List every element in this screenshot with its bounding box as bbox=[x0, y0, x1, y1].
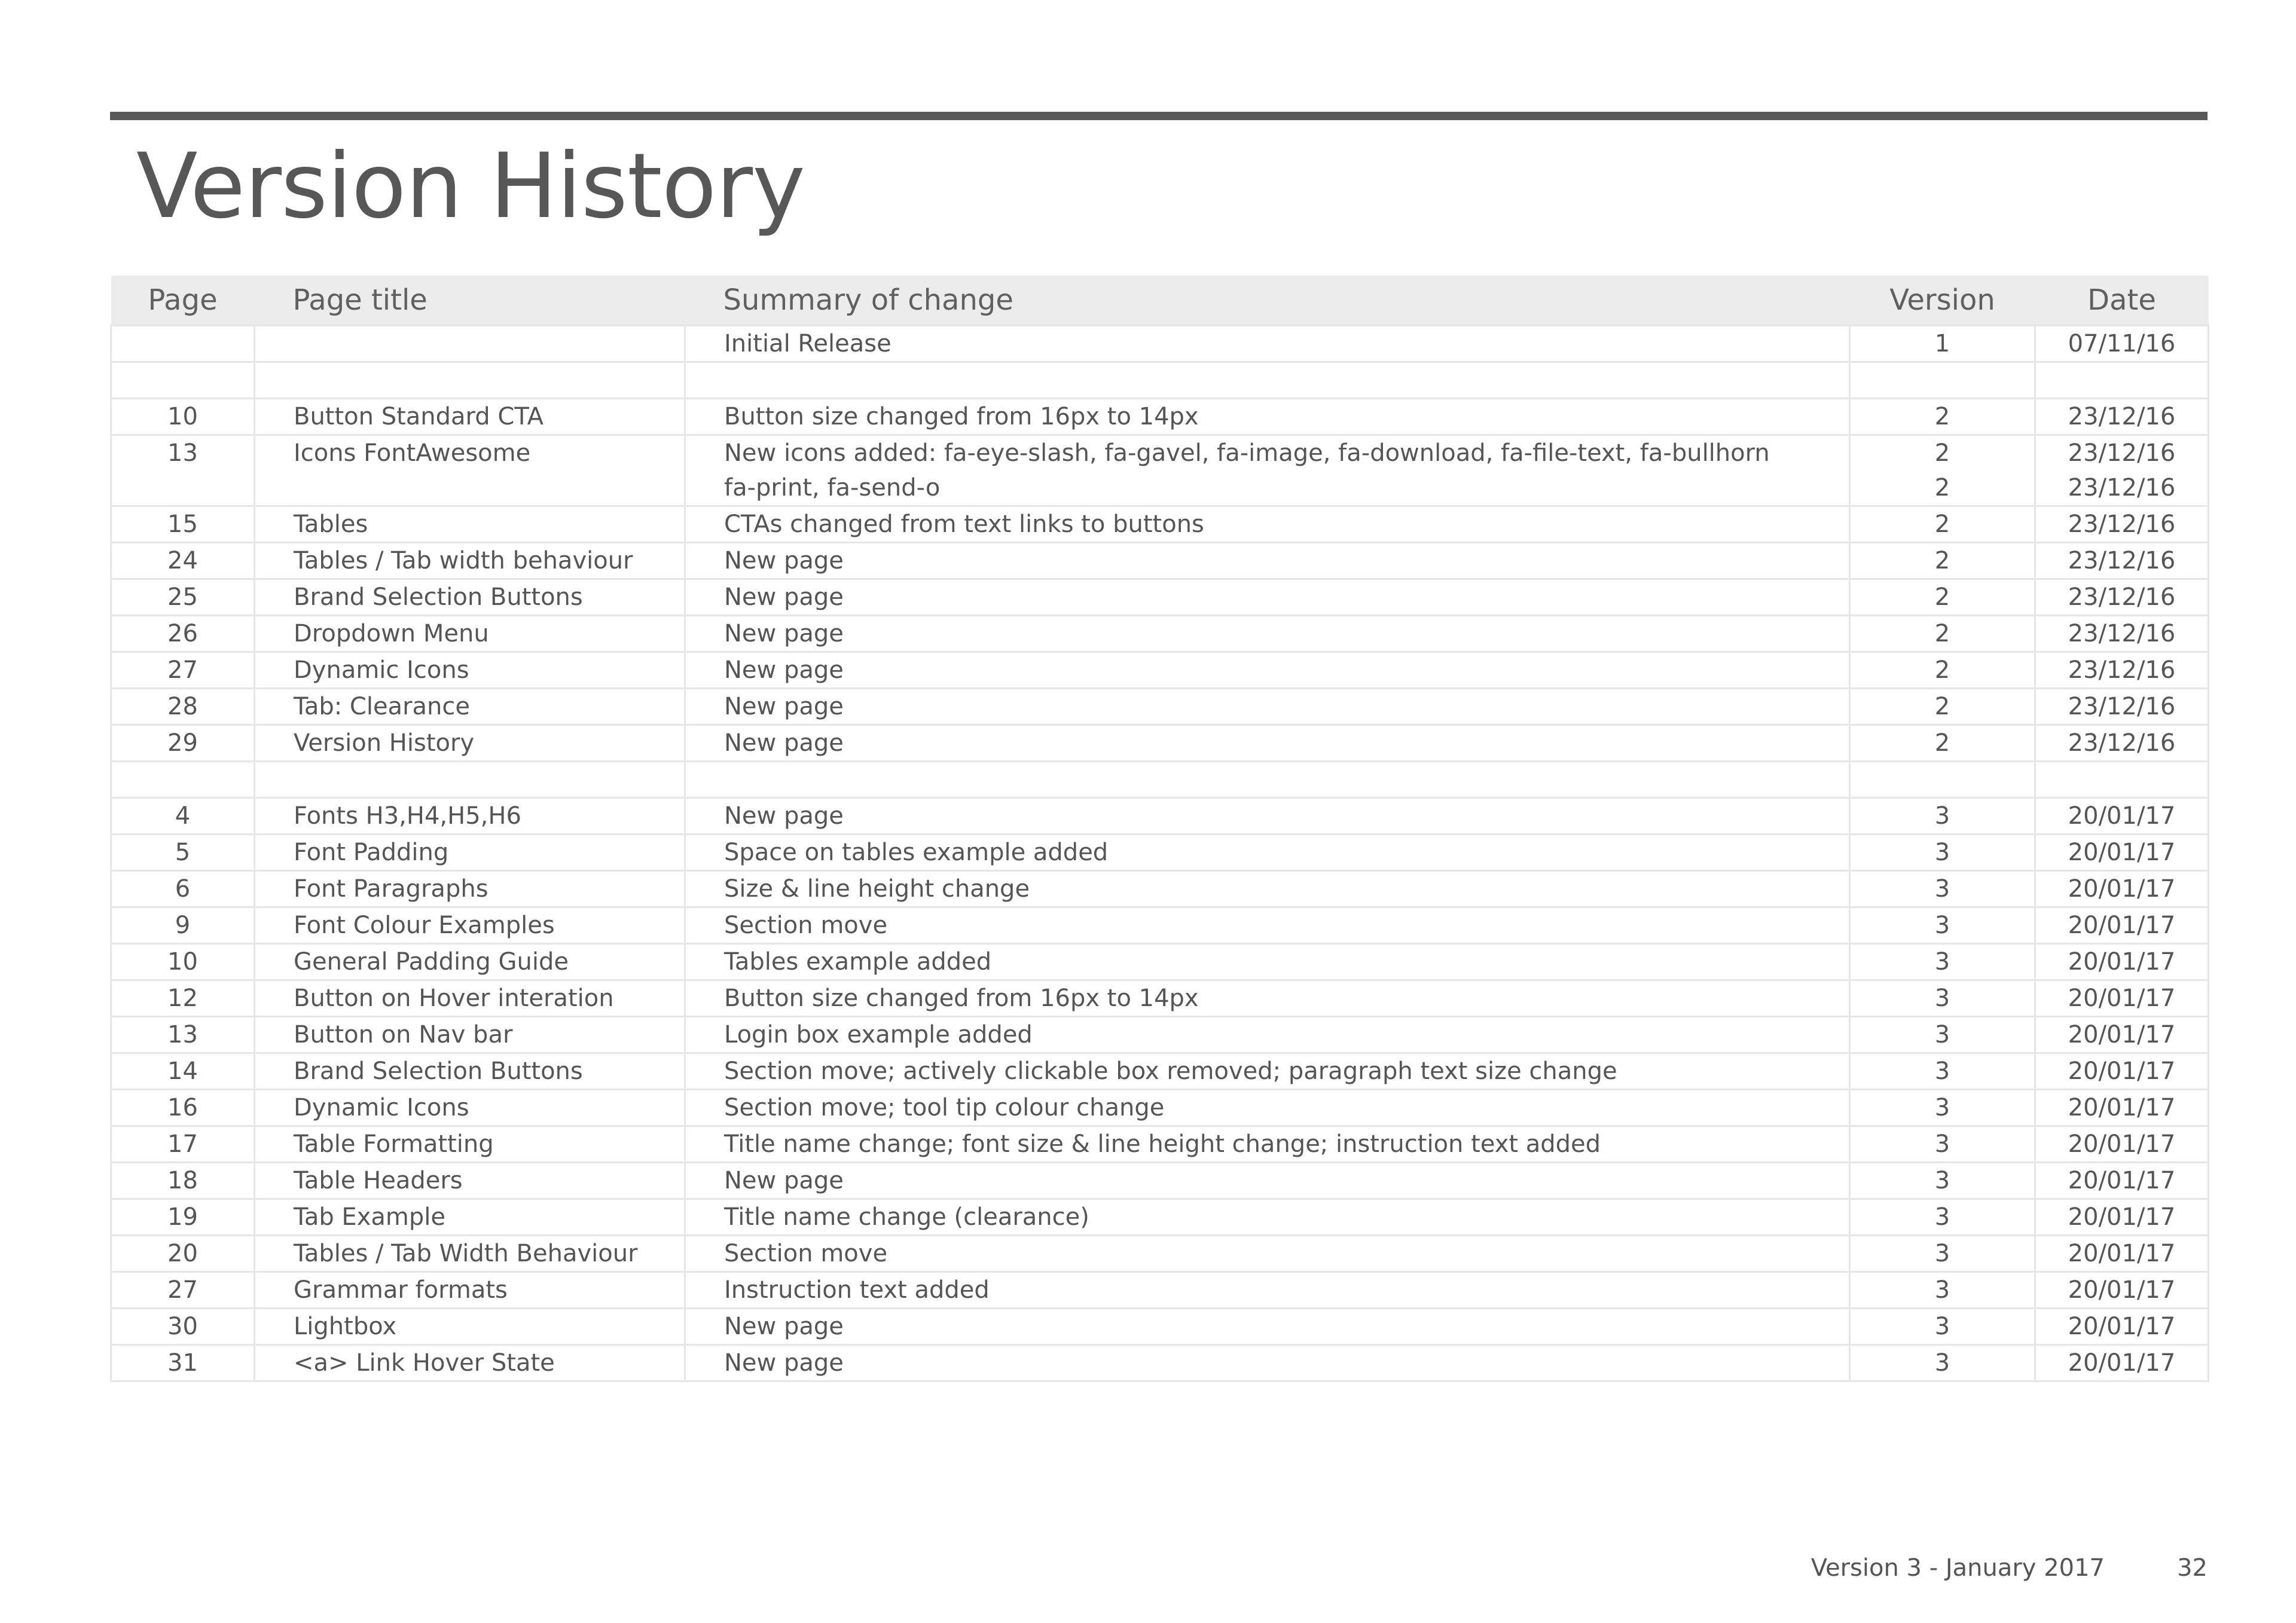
cell-version bbox=[1850, 616, 2035, 652]
cell-date bbox=[2035, 543, 2209, 579]
cell-summary-line: New page bbox=[724, 620, 844, 647]
table-row bbox=[111, 435, 2209, 506]
cell-summary-line: Button size changed from 16px to 14px bbox=[724, 403, 1199, 430]
cell-summary-line: CTAs changed from text links to buttons bbox=[724, 511, 1204, 538]
cell-version bbox=[1850, 689, 2035, 725]
cell-page-title: Tables bbox=[255, 506, 685, 543]
cell-version bbox=[1850, 1345, 2035, 1381]
table-body bbox=[111, 326, 2209, 1381]
cell-version-line: 3 bbox=[1934, 1167, 1950, 1194]
header-date: Date bbox=[2035, 276, 2209, 326]
cell-summary bbox=[685, 543, 1850, 579]
table-row bbox=[111, 1163, 2209, 1199]
cell-page-title: General Padding Guide bbox=[255, 944, 685, 980]
cell-page-title: Tab: Clearance bbox=[255, 689, 685, 725]
cell-summary-line: Section move bbox=[724, 1240, 888, 1267]
cell-summary bbox=[685, 725, 1850, 762]
cell-version-line: 3 bbox=[1934, 1203, 1950, 1231]
cell-version bbox=[1850, 1053, 2035, 1090]
cell-page: 27 bbox=[111, 1272, 255, 1309]
top-rule bbox=[110, 112, 2208, 120]
cell-summary-line: New page bbox=[724, 656, 844, 684]
cell-version bbox=[1850, 1126, 2035, 1163]
cell-page-title bbox=[255, 362, 685, 399]
cell-date bbox=[2035, 835, 2209, 871]
cell-version-line: 3 bbox=[1934, 802, 1950, 830]
cell-summary-line: New icons added: fa-eye-slash, fa-gavel, fa-image, fa-download, fa-file-text, fa-bullhorn bbox=[724, 439, 1770, 467]
cell-summary bbox=[685, 1017, 1850, 1053]
cell-date-line: 23/12/16 bbox=[2068, 403, 2176, 430]
cell-summary bbox=[685, 362, 1850, 399]
cell-date-line: 23/12/16 bbox=[2068, 583, 2176, 611]
cell-version-line: 2 bbox=[1934, 620, 1950, 647]
cell-page: 20 bbox=[111, 1236, 255, 1272]
cell-page: 28 bbox=[111, 689, 255, 725]
cell-date-line: 07/11/16 bbox=[2068, 330, 2176, 357]
header-page-title: Page title bbox=[255, 276, 685, 326]
cell-page-title: Brand Selection Buttons bbox=[255, 579, 685, 616]
cell-date bbox=[2035, 944, 2209, 980]
cell-summary-line: Section move; tool tip colour change bbox=[724, 1094, 1165, 1121]
cell-summary bbox=[685, 689, 1850, 725]
cell-page: 13 bbox=[111, 1017, 255, 1053]
cell-summary-line: Size & line height change bbox=[724, 875, 1030, 903]
cell-page-title: Button on Nav bar bbox=[255, 1017, 685, 1053]
cell-date bbox=[2035, 798, 2209, 835]
cell-version bbox=[1850, 652, 2035, 689]
cell-version-line: 3 bbox=[1934, 1057, 1950, 1085]
cell-page-title: Font Padding bbox=[255, 835, 685, 871]
cell-page-title: Button Standard CTA bbox=[255, 399, 685, 435]
cell-summary bbox=[685, 944, 1850, 980]
header-summary: Summary of change bbox=[685, 276, 1850, 326]
cell-version bbox=[1850, 944, 2035, 980]
cell-summary-line: New page bbox=[724, 583, 844, 611]
cell-version-line: 3 bbox=[1934, 1094, 1950, 1121]
cell-summary-line: Title name change; font size & line height change; instruction text added bbox=[724, 1130, 1601, 1158]
cell-version bbox=[1850, 435, 2035, 506]
cell-date bbox=[2035, 1236, 2209, 1272]
cell-version bbox=[1850, 907, 2035, 944]
table-row bbox=[111, 798, 2209, 835]
header-version: Version bbox=[1850, 276, 2035, 326]
cell-page-title: Table Formatting bbox=[255, 1126, 685, 1163]
cell-version-line: 2 bbox=[1934, 583, 1950, 611]
cell-summary bbox=[685, 579, 1850, 616]
table-row bbox=[111, 1309, 2209, 1345]
cell-page: 30 bbox=[111, 1309, 255, 1345]
cell-version bbox=[1850, 1199, 2035, 1236]
cell-page: 25 bbox=[111, 579, 255, 616]
cell-date bbox=[2035, 1126, 2209, 1163]
cell-summary-line: Instruction text added bbox=[724, 1276, 990, 1304]
table-row bbox=[111, 326, 2209, 362]
cell-date bbox=[2035, 907, 2209, 944]
cell-page-title: Font Paragraphs bbox=[255, 871, 685, 907]
cell-version-line bbox=[1851, 363, 2034, 398]
version-history-table bbox=[110, 276, 2209, 1382]
cell-date bbox=[2035, 1345, 2209, 1381]
table-row bbox=[111, 1236, 2209, 1272]
cell-page-title: Brand Selection Buttons bbox=[255, 1053, 685, 1090]
cell-date bbox=[2035, 1053, 2209, 1090]
cell-date-line: 20/01/17 bbox=[2068, 1349, 2176, 1377]
cell-page: 24 bbox=[111, 543, 255, 579]
cell-date-line: 20/01/17 bbox=[2068, 912, 2176, 939]
cell-version-line: 3 bbox=[1934, 839, 1950, 866]
table-row bbox=[111, 1017, 2209, 1053]
cell-page-title: Icons FontAwesome bbox=[255, 435, 685, 506]
cell-summary bbox=[685, 1199, 1850, 1236]
cell-version bbox=[1850, 579, 2035, 616]
cell-date bbox=[2035, 1090, 2209, 1126]
cell-date-line: 20/01/17 bbox=[2068, 839, 2176, 866]
cell-page-title: Table Headers bbox=[255, 1163, 685, 1199]
cell-page: 6 bbox=[111, 871, 255, 907]
cell-date bbox=[2035, 1309, 2209, 1345]
cell-summary bbox=[685, 871, 1850, 907]
footer-version: Version 3 - January 2017 bbox=[1810, 1554, 2105, 1582]
cell-version-line: 1 bbox=[1934, 330, 1950, 357]
cell-date bbox=[2035, 1199, 2209, 1236]
cell-summary-line: Tables example added bbox=[724, 948, 992, 976]
cell-version-line: 3 bbox=[1934, 912, 1950, 939]
cell-date-line: 20/01/17 bbox=[2068, 985, 2176, 1012]
cell-page: 29 bbox=[111, 725, 255, 762]
cell-version bbox=[1850, 835, 2035, 871]
cell-date bbox=[2035, 579, 2209, 616]
cell-date bbox=[2035, 399, 2209, 435]
cell-page: 17 bbox=[111, 1126, 255, 1163]
cell-version bbox=[1850, 399, 2035, 435]
cell-page: 26 bbox=[111, 616, 255, 652]
table-row bbox=[111, 543, 2209, 579]
cell-date bbox=[2035, 689, 2209, 725]
cell-summary-line: fa-print, fa-send-o bbox=[724, 474, 941, 502]
cell-date bbox=[2035, 652, 2209, 689]
cell-summary bbox=[685, 616, 1850, 652]
table-header-row bbox=[111, 276, 2209, 326]
cell-summary-line: Space on tables example added bbox=[724, 839, 1109, 866]
cell-date bbox=[2035, 762, 2209, 798]
cell-version-line: 2 bbox=[1934, 511, 1950, 538]
cell-date-line: 23/12/16 bbox=[2068, 620, 2176, 647]
table-header bbox=[111, 276, 2209, 326]
cell-version bbox=[1850, 1090, 2035, 1126]
cell-version bbox=[1850, 798, 2035, 835]
table-row bbox=[111, 1199, 2209, 1236]
cell-summary-line: New page bbox=[724, 1167, 844, 1194]
cell-version-line: 3 bbox=[1934, 1349, 1950, 1377]
cell-version bbox=[1850, 506, 2035, 543]
cell-version-line: 3 bbox=[1934, 1021, 1950, 1049]
cell-page bbox=[111, 362, 255, 399]
cell-page: 16 bbox=[111, 1090, 255, 1126]
cell-version bbox=[1850, 543, 2035, 579]
cell-date bbox=[2035, 435, 2209, 506]
cell-summary bbox=[685, 1272, 1850, 1309]
cell-version bbox=[1850, 725, 2035, 762]
cell-summary bbox=[685, 1345, 1850, 1381]
cell-date bbox=[2035, 616, 2209, 652]
cell-date-line: 20/01/17 bbox=[2068, 875, 2176, 903]
cell-summary-line bbox=[724, 762, 1849, 797]
table-row bbox=[111, 835, 2209, 871]
cell-date-line: 20/01/17 bbox=[2068, 1313, 2176, 1340]
cell-version bbox=[1850, 1309, 2035, 1345]
cell-summary bbox=[685, 1126, 1850, 1163]
cell-date-line: 20/01/17 bbox=[2068, 802, 2176, 830]
cell-summary bbox=[685, 1053, 1850, 1090]
table-row bbox=[111, 907, 2209, 944]
cell-page: 9 bbox=[111, 907, 255, 944]
cell-date bbox=[2035, 725, 2209, 762]
cell-version-line: 2 bbox=[1934, 439, 1950, 467]
cell-version-line: 3 bbox=[1934, 1240, 1950, 1267]
cell-page-title: Font Colour Examples bbox=[255, 907, 685, 944]
table-row bbox=[111, 399, 2209, 435]
cell-version-line: 2 bbox=[1934, 729, 1950, 757]
cell-page-title: Grammar formats bbox=[255, 1272, 685, 1309]
cell-date-line: 20/01/17 bbox=[2068, 1094, 2176, 1121]
cell-date-line bbox=[2036, 363, 2208, 398]
table-row bbox=[111, 871, 2209, 907]
cell-date-line: 20/01/17 bbox=[2068, 1167, 2176, 1194]
cell-date-line: 23/12/16 bbox=[2068, 474, 2176, 502]
cell-date-line bbox=[2036, 762, 2208, 797]
cell-version-line: 2 bbox=[1934, 656, 1950, 684]
cell-summary bbox=[685, 798, 1850, 835]
cell-summary-line: Button size changed from 16px to 14px bbox=[724, 985, 1199, 1012]
cell-date-line: 20/01/17 bbox=[2068, 948, 2176, 976]
cell-date-line: 20/01/17 bbox=[2068, 1276, 2176, 1304]
cell-page: 27 bbox=[111, 652, 255, 689]
cell-page-title: Version History bbox=[255, 725, 685, 762]
cell-date-line: 20/01/17 bbox=[2068, 1021, 2176, 1049]
table-row bbox=[111, 616, 2209, 652]
cell-date-line: 20/01/17 bbox=[2068, 1130, 2176, 1158]
cell-version bbox=[1850, 362, 2035, 399]
cell-summary-line: Section move; actively clickable box removed; paragraph text size change bbox=[724, 1057, 1617, 1085]
table-row bbox=[111, 652, 2209, 689]
cell-version-line: 3 bbox=[1934, 875, 1950, 903]
cell-summary bbox=[685, 1163, 1850, 1199]
cell-summary bbox=[685, 762, 1850, 798]
cell-page: 5 bbox=[111, 835, 255, 871]
cell-version-line: 3 bbox=[1934, 985, 1950, 1012]
cell-summary-line: New page bbox=[724, 1313, 844, 1340]
cell-page-title: Dynamic Icons bbox=[255, 1090, 685, 1126]
cell-summary-line: New page bbox=[724, 547, 844, 574]
cell-summary-line: Login box example added bbox=[724, 1021, 1033, 1049]
cell-page: 10 bbox=[111, 944, 255, 980]
table-row bbox=[111, 762, 2209, 798]
cell-date-line: 20/01/17 bbox=[2068, 1240, 2176, 1267]
cell-version bbox=[1850, 1272, 2035, 1309]
cell-summary bbox=[685, 435, 1850, 506]
cell-version bbox=[1850, 980, 2035, 1017]
cell-date bbox=[2035, 1163, 2209, 1199]
cell-summary bbox=[685, 399, 1850, 435]
cell-summary-line bbox=[724, 363, 1849, 398]
cell-date bbox=[2035, 1272, 2209, 1309]
table-row bbox=[111, 362, 2209, 399]
table-row bbox=[111, 1053, 2209, 1090]
table-row bbox=[111, 980, 2209, 1017]
table-row bbox=[111, 1272, 2209, 1309]
cell-summary bbox=[685, 980, 1850, 1017]
cell-version bbox=[1850, 871, 2035, 907]
cell-summary-line: Title name change (clearance) bbox=[724, 1203, 1089, 1231]
cell-page: 10 bbox=[111, 399, 255, 435]
cell-date-line: 23/12/16 bbox=[2068, 729, 2176, 757]
cell-page bbox=[111, 326, 255, 362]
cell-page: 14 bbox=[111, 1053, 255, 1090]
cell-version-line: 2 bbox=[1934, 403, 1950, 430]
cell-page-title: Tables / Tab Width Behaviour bbox=[255, 1236, 685, 1272]
table-row bbox=[111, 1126, 2209, 1163]
table-row bbox=[111, 944, 2209, 980]
cell-page: 4 bbox=[111, 798, 255, 835]
cell-page: 13 bbox=[111, 435, 255, 506]
cell-version-line: 2 bbox=[1934, 547, 1950, 574]
cell-page-title bbox=[255, 326, 685, 362]
cell-version-line: 2 bbox=[1934, 693, 1950, 720]
page-title: Version History bbox=[136, 135, 805, 239]
cell-summary-line: New page bbox=[724, 729, 844, 757]
cell-date bbox=[2035, 871, 2209, 907]
cell-date-line: 20/01/17 bbox=[2068, 1057, 2176, 1085]
cell-version bbox=[1850, 762, 2035, 798]
cell-version-line: 3 bbox=[1934, 1276, 1950, 1304]
cell-summary bbox=[685, 835, 1850, 871]
cell-date-line: 23/12/16 bbox=[2068, 693, 2176, 720]
table-row bbox=[111, 1090, 2209, 1126]
cell-summary bbox=[685, 1090, 1850, 1126]
table-row bbox=[111, 1345, 2209, 1381]
cell-page-title bbox=[255, 762, 685, 798]
cell-page-title: Button on Hover interation bbox=[255, 980, 685, 1017]
cell-version-line: 3 bbox=[1934, 948, 1950, 976]
cell-date-line: 23/12/16 bbox=[2068, 547, 2176, 574]
cell-page: 19 bbox=[111, 1199, 255, 1236]
cell-date bbox=[2035, 362, 2209, 399]
cell-page: 18 bbox=[111, 1163, 255, 1199]
cell-summary-line: New page bbox=[724, 1349, 844, 1377]
cell-page-title: Dynamic Icons bbox=[255, 652, 685, 689]
cell-summary bbox=[685, 506, 1850, 543]
cell-summary-line: New page bbox=[724, 802, 844, 830]
cell-page: 31 bbox=[111, 1345, 255, 1381]
cell-date-line: 20/01/17 bbox=[2068, 1203, 2176, 1231]
cell-version-line: 2 bbox=[1934, 474, 1950, 502]
footer-page-number: 32 bbox=[2177, 1554, 2208, 1582]
cell-page-title: Tab Example bbox=[255, 1199, 685, 1236]
cell-summary bbox=[685, 652, 1850, 689]
cell-date-line: 23/12/16 bbox=[2068, 511, 2176, 538]
cell-date-line: 23/12/16 bbox=[2068, 439, 2176, 467]
cell-date bbox=[2035, 980, 2209, 1017]
cell-summary bbox=[685, 326, 1850, 362]
cell-summary-line: Section move bbox=[724, 912, 888, 939]
cell-version-line: 3 bbox=[1934, 1130, 1950, 1158]
table-row bbox=[111, 689, 2209, 725]
cell-page-title: Tables / Tab width behaviour bbox=[255, 543, 685, 579]
cell-page-title: Fonts H3,H4,H5,H6 bbox=[255, 798, 685, 835]
cell-page bbox=[111, 762, 255, 798]
cell-version bbox=[1850, 1017, 2035, 1053]
cell-page-title: Lightbox bbox=[255, 1309, 685, 1345]
cell-version bbox=[1850, 1236, 2035, 1272]
cell-summary bbox=[685, 1309, 1850, 1345]
cell-page-title: <a> Link Hover State bbox=[255, 1345, 685, 1381]
cell-summary-line: New page bbox=[724, 693, 844, 720]
cell-page: 12 bbox=[111, 980, 255, 1017]
cell-date bbox=[2035, 1017, 2209, 1053]
cell-version bbox=[1850, 326, 2035, 362]
cell-summary-line: Initial Release bbox=[724, 330, 891, 357]
cell-version-line: 3 bbox=[1934, 1313, 1950, 1340]
cell-page-title: Dropdown Menu bbox=[255, 616, 685, 652]
cell-date bbox=[2035, 326, 2209, 362]
table-row bbox=[111, 725, 2209, 762]
table-row bbox=[111, 579, 2209, 616]
table-row bbox=[111, 506, 2209, 543]
cell-page: 15 bbox=[111, 506, 255, 543]
cell-version-line bbox=[1851, 762, 2034, 797]
cell-date bbox=[2035, 506, 2209, 543]
header-page: Page bbox=[111, 276, 255, 326]
cell-date-line: 23/12/16 bbox=[2068, 656, 2176, 684]
cell-version bbox=[1850, 1163, 2035, 1199]
cell-summary bbox=[685, 1236, 1850, 1272]
cell-summary bbox=[685, 907, 1850, 944]
